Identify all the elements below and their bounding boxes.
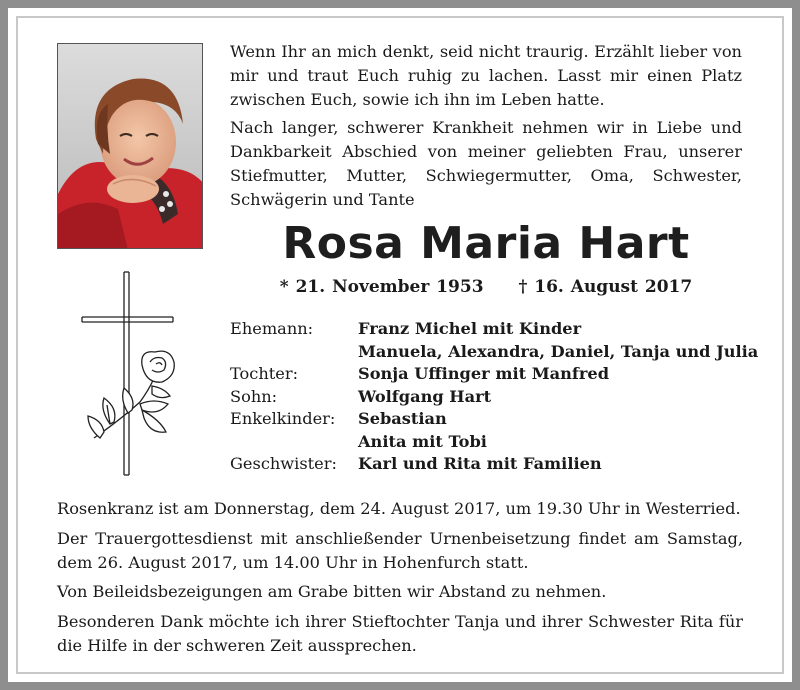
family-role: Tochter: (230, 364, 299, 383)
family-row (230, 408, 750, 431)
family-role: Ehemann: (230, 319, 314, 338)
family-role: Enkelkinder: (230, 409, 336, 428)
family-names: Anita mit Tobi (358, 431, 487, 451)
family-row (230, 386, 750, 409)
family-role: Geschwister: (230, 454, 337, 473)
family-row (230, 341, 759, 364)
deceased-name: Rosa Maria Hart (282, 218, 690, 269)
rosary-notice: Rosenkranz ist am Donnerstag, dem 24. August 2017, um 19.30 Uhr in Westerried. (57, 499, 741, 518)
family-role: Sohn: (230, 386, 278, 406)
cross-with-rose-icon (80, 270, 185, 480)
family-names: Karl und Rita mit Familien (358, 454, 602, 473)
condolence-notice: Von Beileidsbezeigungen am Grabe bitten wir Abstand zu nehmen. (57, 582, 607, 601)
death-date: † 16. August 2017 (518, 277, 693, 297)
family-row (230, 363, 750, 386)
family-role (230, 431, 358, 454)
family-row (230, 318, 750, 341)
family-names: Franz Michel mit Kinder (358, 319, 582, 338)
family-role (230, 341, 358, 364)
family-list (230, 318, 759, 476)
family-names: Manuela, Alexandra, Daniel, Tanja und Julia (358, 341, 759, 361)
family-names: Wolfgang Hart (358, 386, 492, 406)
announcement-text: Nach langer, schwerer Krankheit nehmen wir in Liebe und Dankbarkeit Abschied von meiner geliebten Frau, unserer Stiefmutter, Mutter, Schwiegermutter, Oma, Schwester, Schwägerin und Tante (230, 118, 742, 209)
birth-date: * 21. November 1953 (279, 277, 484, 297)
family-row (230, 431, 750, 454)
funeral-notice: Der Trauergottesdienst mit anschließender Urnenbeisetzung findet am Samstag, dem 26. August 2017, um 14.00 Uhr in Hohenfurch statt. (57, 529, 743, 572)
life-dates (230, 277, 742, 297)
intro-poem: Wenn Ihr an mich denkt, seid nicht traurig. Erzählt lieber von mir und traut Euch ruhig zu lachen. Lasst mir einen Platz zwischen Euch, sowie ich ihn im Leben hatte. (230, 42, 742, 109)
family-names: Sonja Uffinger mit Manfred (358, 364, 610, 383)
thanks-notice: Besonderen Dank möchte ich ihrer Stieftochter Tanja und ihrer Schwester Rita für die Hilfe in der schweren Zeit aussprechen. (57, 612, 743, 655)
family-row (230, 453, 750, 476)
portrait-photo (57, 43, 203, 249)
family-names: Sebastian (358, 409, 447, 428)
